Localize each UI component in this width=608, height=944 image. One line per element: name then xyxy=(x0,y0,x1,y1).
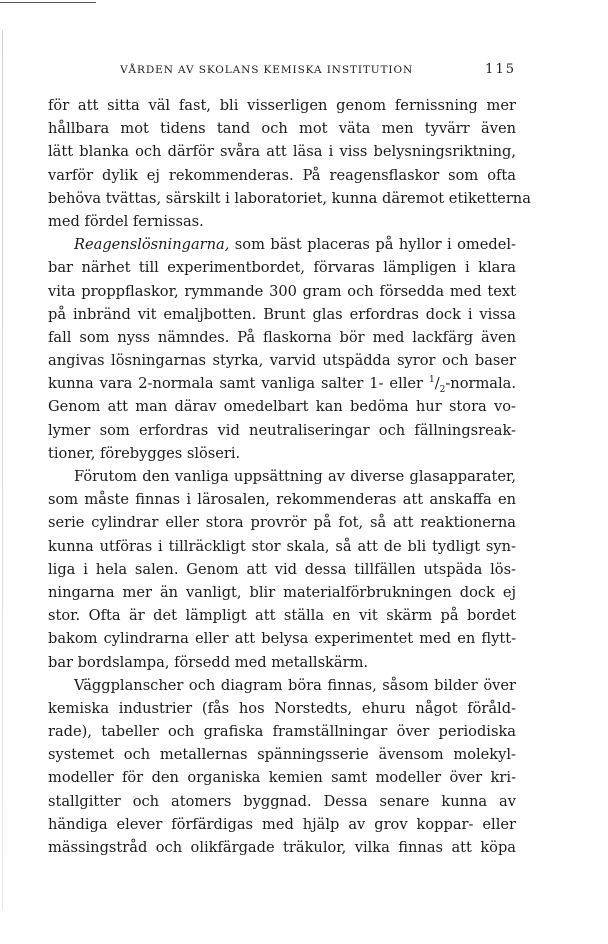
body-text xyxy=(48,94,531,859)
text-line: lätt blanka och därför svåra att läsa i viss belysningsriktning, xyxy=(48,143,516,161)
paragraph-2 xyxy=(48,233,516,465)
text-line: Väggplanscher och diagram böra finnas, såsom bilder över xyxy=(74,676,516,694)
paragraph-1 xyxy=(48,94,531,233)
text-line: fall som nyss nämndes. På flaskorna bör med lackfärg även xyxy=(48,328,516,346)
running-header xyxy=(48,62,516,77)
text-fragment: -normala. xyxy=(445,375,516,393)
text-line: lymer som erfordras vid neutraliseringar och fällningsreak- xyxy=(48,421,516,439)
text-line: bakom cylindrarna eller att belysa experimentet med en flytt- xyxy=(48,630,516,648)
text-line: för att sitta väl fast, bli visserligen genom fernissning mer xyxy=(48,97,516,114)
italic-term: Reagenslösningarna, xyxy=(74,236,230,254)
text-line: som måste finnas i lärosalen, rekommenderas att anskaffa en xyxy=(48,491,516,509)
text-line: vita proppflaskor, rymmande 300 gram och försedda med text xyxy=(48,282,516,300)
running-title: VÅRDEN AV SKOLANS KEMISKA INSTITUTION xyxy=(120,64,414,76)
text-line xyxy=(48,372,516,395)
fraction-denominator: 2 xyxy=(439,385,446,396)
text-line: med fördel fernissas. xyxy=(48,212,204,230)
text-line: Förutom den vanliga uppsättning av diverse glasapparater, xyxy=(74,468,516,485)
text-line xyxy=(48,233,516,256)
text-line: varför dylik ej rekommenderas. På reagensflaskor som ofta xyxy=(48,166,516,184)
text-line: bar närhet till experimentbordet, förvaras lämpligen i klara xyxy=(48,259,516,277)
text-fragment: kunna vara 2-normala samt vanliga salter 1- eller xyxy=(48,375,429,393)
text-line: bar bordslampa, försedd med metallskärm. xyxy=(48,653,369,671)
text-line: ningarna mer än vanligt, blir materialförbrukningen dock ej xyxy=(48,583,516,601)
text-line: kunna utföras i tillräckligt stor skala, så att de bli tydligt syn- xyxy=(48,537,516,555)
fraction-slash: / xyxy=(434,375,440,393)
text-line: stor. Ofta är det lämpligt att ställa en vit skärm på bordet xyxy=(48,607,516,625)
text-line: behöva tvättas, särskilt i laboratoriet, kunna däremot etiketterna xyxy=(48,189,531,207)
text-line: modeller för den organiska kemien samt modeller över kri- xyxy=(48,769,516,787)
text-line: tioner, förebygges slöseri. xyxy=(48,444,241,462)
text-line: stallgitter och atomers byggnad. Dessa senare kunna av xyxy=(48,792,516,810)
text-line: mässingstråd och olikfärgade träkulor, vilka finnas att köpa xyxy=(48,839,516,856)
text-fragment: som bäst placeras på hyllor i omedel- xyxy=(229,236,516,254)
paragraph-4 xyxy=(48,674,516,860)
text-line: serie cylindrar eller stora provrör på fot, så att reaktionerna xyxy=(48,514,516,532)
scan-edge-mark xyxy=(0,2,96,3)
page-number: 115 xyxy=(485,62,516,77)
text-line: händiga elever förfärdigas med hjälp av grov koppar- eller xyxy=(48,815,516,833)
scan-edge-shadow xyxy=(2,30,3,910)
fraction-numerator: 1 xyxy=(428,375,435,386)
text-line: systemet och metallernas spänningsserie ävensom molekyl- xyxy=(48,746,516,764)
text-line: på inbränd vit emaljbotten. Brunt glas erfordras dock i vissa xyxy=(48,305,516,323)
text-line: kemiska industrier (fås hos Norstedts, ehuru något föråld- xyxy=(48,699,516,717)
text-line: rade), tabeller och grafiska framställningar över periodiska xyxy=(48,723,516,741)
text-line: Genom att man därav omedelbart kan bedöma hur stora vo- xyxy=(48,398,516,416)
text-line: hållbara mot tidens tand och mot väta men tyvärr även xyxy=(48,120,516,138)
text-line: liga i hela salen. Genom att vid dessa tillfällen utspäda lös- xyxy=(48,560,516,578)
text-line: angivas lösningarnas styrka, varvid utspädda syror och baser xyxy=(48,352,516,370)
paragraph-3 xyxy=(48,465,516,674)
